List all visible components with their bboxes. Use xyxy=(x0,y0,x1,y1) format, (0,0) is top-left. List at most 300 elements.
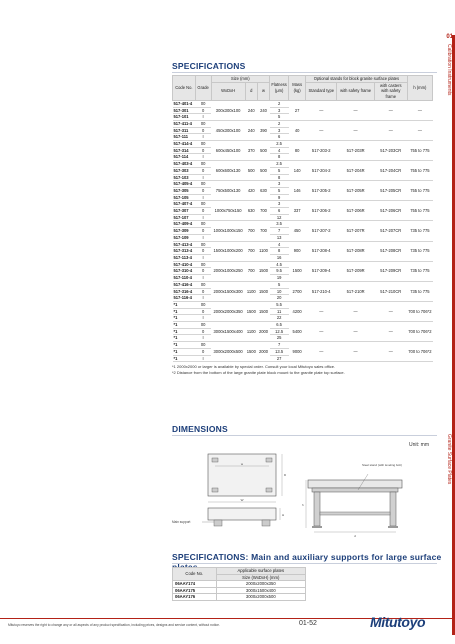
table-row xyxy=(173,322,433,329)
grade-cell: 00 xyxy=(195,261,211,268)
code-cell: 517-410-4 xyxy=(173,261,196,268)
standard-stand-cell: 517-208-4 xyxy=(306,241,337,261)
side-page-tab: 01 xyxy=(446,34,453,40)
stand-frame-top xyxy=(312,488,398,492)
table-row xyxy=(173,261,433,268)
table-row xyxy=(173,587,306,594)
main-support-label: Main support xyxy=(172,520,191,524)
flatness-cell: 12.5 xyxy=(270,328,289,335)
flatness-cell: 4 xyxy=(270,241,289,248)
casters-stand-cell: — xyxy=(374,322,407,342)
code-cell: 517-405-4 xyxy=(173,181,196,188)
grade-cell: 00 xyxy=(195,201,211,208)
plate-on-stand xyxy=(308,480,402,488)
flatness-cell: 25 xyxy=(270,335,289,342)
stand-leg xyxy=(390,492,396,526)
grade-cell: I xyxy=(195,154,211,161)
grade-cell: I xyxy=(195,114,211,121)
grade-cell: 00 xyxy=(195,120,211,127)
grade-cell: 0 xyxy=(195,187,211,194)
code-cell: 517-116-4 xyxy=(173,295,196,302)
safety-stand-cell: — xyxy=(337,342,374,362)
h-cell: 755 to 775 xyxy=(407,201,432,221)
sup-col-code: Code No. xyxy=(173,568,217,581)
mass-cell: 450 xyxy=(289,221,306,241)
grade-cell: 0 xyxy=(195,248,211,255)
code-cell: 517-313-4 xyxy=(173,248,196,255)
page-number: 01-52 xyxy=(299,620,317,627)
col-size: Size (mm) xyxy=(211,76,270,83)
grade-cell: I xyxy=(195,355,211,362)
code-cell: *1 xyxy=(173,328,196,335)
code-cell: 517-311 xyxy=(173,127,196,134)
code-cell: *1 xyxy=(173,308,196,315)
plate-side-view xyxy=(208,508,276,520)
size-cell: 450x300x100 xyxy=(211,120,245,140)
d-cell: 700 xyxy=(245,241,257,261)
flatness-cell: 3 xyxy=(270,181,289,188)
flatness-cell: 19 xyxy=(270,275,289,282)
grade-cell: 0 xyxy=(195,167,211,174)
safety-stand-cell: 517-203R xyxy=(337,141,374,161)
w-cell: 1500 xyxy=(257,261,269,281)
w-cell: 630 xyxy=(257,181,269,201)
flatness-cell: 8 xyxy=(270,248,289,255)
standard-stand-cell: 517-209-4 xyxy=(306,261,337,281)
flatness-cell: 8 xyxy=(270,174,289,181)
mass-cell: 9000 xyxy=(289,342,306,362)
col-h: h (mm) xyxy=(407,76,432,101)
flatness-cell: 2.5 xyxy=(270,161,289,168)
grade-cell: I xyxy=(195,275,211,282)
col-mass: Mass (kg) xyxy=(289,76,306,101)
supports-table xyxy=(172,567,306,601)
mass-cell: 1500 xyxy=(289,261,306,281)
side-label-calibration: Calibration Instruments xyxy=(446,44,452,96)
grade-cell: 0 xyxy=(195,208,211,215)
code-cell: 517-309 xyxy=(173,228,196,235)
grade-cell: 00 xyxy=(195,301,211,308)
flatness-cell: 3 xyxy=(270,201,289,208)
flatness-cell: 2 xyxy=(270,100,289,107)
w-cell: 1100 xyxy=(257,241,269,261)
casters-stand-cell: 517-204CR xyxy=(374,161,407,181)
flatness-cell: 5 xyxy=(270,281,289,288)
code-cell: 517-107 xyxy=(173,214,196,221)
code-cell: *1 xyxy=(173,335,196,342)
sup-code: 06AAY174 xyxy=(173,581,217,588)
size-cell: 600x600x130 xyxy=(211,161,245,181)
flatness-cell: 16 xyxy=(270,254,289,261)
flatness-cell: 4 xyxy=(270,147,289,154)
casters-stand-cell: — xyxy=(374,100,407,120)
code-cell: 517-110-4 xyxy=(173,275,196,282)
code-cell: 517-113-4 xyxy=(173,254,196,261)
flatness-cell: 10 xyxy=(270,288,289,295)
grade-cell: 00 xyxy=(195,161,211,168)
grade-cell: 00 xyxy=(195,281,211,288)
casters-stand-cell: 517-207CR xyxy=(374,221,407,241)
table-row xyxy=(173,120,433,127)
safety-stand-cell: — xyxy=(337,322,374,342)
section-divider xyxy=(172,435,437,436)
standard-stand-cell: 517-204-2 xyxy=(306,161,337,181)
table-row xyxy=(173,342,433,349)
code-cell: *1 xyxy=(173,355,196,362)
note-2: *2 Distance from the bottom of the large granite plate block mount to the granite plate top surface. xyxy=(172,369,345,375)
size-cell: 300x300x100 xyxy=(211,100,245,120)
support-pad xyxy=(212,488,218,492)
casters-stand-cell: — xyxy=(374,301,407,321)
mass-cell: 27 xyxy=(289,100,306,120)
flatness-cell: 2.5 xyxy=(270,141,289,148)
grade-cell: 0 xyxy=(195,228,211,235)
grade-cell: I xyxy=(195,214,211,221)
size-cell: 2000x2000x350 xyxy=(211,301,245,321)
size-cell: 1000x1000x150 xyxy=(211,221,245,241)
code-cell: 517-101 xyxy=(173,114,196,121)
grade-cell: 0 xyxy=(195,328,211,335)
standard-stand-cell: — xyxy=(306,301,337,321)
code-cell: 517-305 xyxy=(173,187,196,194)
col-casters: with casters with safety frame xyxy=(374,82,407,100)
safety-stand-cell: 517-206R xyxy=(337,201,374,221)
d-cell: 370 xyxy=(245,141,257,161)
safety-stand-cell: 517-205R xyxy=(337,181,374,201)
flatness-cell: 5 xyxy=(270,187,289,194)
casters-stand-cell: 517-203CR xyxy=(374,141,407,161)
flatness-cell: 3.5 xyxy=(270,221,289,228)
standard-stand-cell: 517-205-2 xyxy=(306,181,337,201)
table-row xyxy=(173,594,306,601)
size-cell: 2000x1000x250 xyxy=(211,261,245,281)
safety-stand-cell: — xyxy=(337,120,374,140)
flatness-cell: 5.5 xyxy=(270,301,289,308)
flatness-cell: 3 xyxy=(270,127,289,134)
col-standard: Standard type xyxy=(306,82,337,100)
w-cell: 2000 xyxy=(257,342,269,362)
leveling-bolt xyxy=(312,526,322,528)
h-cell: 700 to 706*2 xyxy=(407,301,432,321)
d-cell: 1500 xyxy=(245,301,257,321)
col-stands: Optional stands for block granite surface plates xyxy=(306,76,408,83)
flatness-cell: 20 xyxy=(270,295,289,302)
table-row xyxy=(173,301,433,308)
code-cell: *1 xyxy=(173,322,196,329)
grade-cell: 0 xyxy=(195,147,211,154)
standard-stand-cell: — xyxy=(306,100,337,120)
footer-disclaimer: Mitutoyo reserves the right to change any or all aspects of any product specification, including prices, designs and service content, without notice. xyxy=(8,623,220,627)
flatness-cell: 7 xyxy=(270,342,289,349)
dim-label-h: h xyxy=(302,503,304,507)
safety-stand-cell: — xyxy=(337,301,374,321)
code-cell: 517-303 xyxy=(173,167,196,174)
d-cell: 1100 xyxy=(245,281,257,301)
d-cell: 700 xyxy=(245,221,257,241)
w-cell: 500 xyxy=(257,141,269,161)
code-cell: 517-307 xyxy=(173,208,196,215)
w-cell: 500 xyxy=(257,161,269,181)
d-cell: 240 xyxy=(245,120,257,140)
flatness-cell: 12 xyxy=(270,214,289,221)
h-cell: 700 to 706*2 xyxy=(407,322,432,342)
code-cell: 517-416-4 xyxy=(173,281,196,288)
h-cell: 735 to 775 xyxy=(407,221,432,241)
d-cell: 240 xyxy=(245,100,257,120)
size-cell: 600x450x100 xyxy=(211,141,245,161)
h-cell: 755 to 775 xyxy=(407,141,432,161)
w-cell: 1500 xyxy=(257,301,269,321)
section-divider xyxy=(172,563,437,564)
mass-cell: 4200 xyxy=(289,301,306,321)
w-cell: 700 xyxy=(257,221,269,241)
grade-cell: 00 xyxy=(195,181,211,188)
standard-stand-cell: — xyxy=(306,322,337,342)
unit-label: Unit: mm xyxy=(409,442,429,448)
flatness-cell: 22 xyxy=(270,315,289,322)
d-cell: 1100 xyxy=(245,322,257,342)
w-cell: 1500 xyxy=(257,281,269,301)
sup-col-applicable: Applicable surface plates xyxy=(216,568,305,575)
d-cell: 500 xyxy=(245,161,257,181)
mass-cell: 5400 xyxy=(289,322,306,342)
main-support-shape xyxy=(214,520,222,526)
sup-size: 3000x1500x400 xyxy=(216,587,305,594)
code-cell: 517-310-4 xyxy=(173,268,196,275)
grade-cell: 00 xyxy=(195,221,211,228)
flatness-cell: 5 xyxy=(270,167,289,174)
sup-code: 06AAY176 xyxy=(173,594,217,601)
standard-stand-cell: 517-207-2 xyxy=(306,221,337,241)
table-row xyxy=(173,181,433,188)
grade-cell: 00 xyxy=(195,322,211,329)
size-cell: 3000x2000x500 xyxy=(211,342,245,362)
mass-cell: 146 xyxy=(289,181,306,201)
size-cell: 2000x1500x300 xyxy=(211,281,245,301)
w-cell: 2000 xyxy=(257,322,269,342)
dimensions-title: DIMENSIONS xyxy=(172,424,228,434)
grade-cell: 0 xyxy=(195,288,211,295)
stand-leg xyxy=(314,492,320,526)
h-cell: 735 to 775 xyxy=(407,241,432,261)
flatness-cell: 6.5 xyxy=(270,322,289,329)
grade-cell: I xyxy=(195,174,211,181)
dim-label-w-small: w xyxy=(240,462,244,466)
casters-stand-cell: 517-210CR xyxy=(374,281,407,301)
code-cell: 517-409-4 xyxy=(173,221,196,228)
flatness-cell: 8 xyxy=(270,154,289,161)
mass-cell: 2700 xyxy=(289,281,306,301)
casters-stand-cell: 517-209CR xyxy=(374,261,407,281)
sup-code: 06AAY175 xyxy=(173,587,217,594)
casters-stand-cell: 517-208CR xyxy=(374,241,407,261)
mass-cell: 337 xyxy=(289,201,306,221)
flatness-cell: 3 xyxy=(270,107,289,114)
w-cell: 240 xyxy=(257,100,269,120)
col-size-wdh: WxDxH xyxy=(211,82,245,100)
aux-support-shape xyxy=(262,520,270,526)
grade-cell: I xyxy=(195,335,211,342)
standard-stand-cell: — xyxy=(306,120,337,140)
flatness-cell: 9 xyxy=(270,194,289,201)
dim-label-D: D xyxy=(284,473,287,477)
grade-cell: 00 xyxy=(195,141,211,148)
h-cell: 735 to 775 xyxy=(407,261,432,281)
code-cell: 517-316-4 xyxy=(173,288,196,295)
sup-col-size: Size (WxDxH) (mm) xyxy=(216,574,305,581)
grade-cell: 00 xyxy=(195,241,211,248)
grade-cell: I xyxy=(195,234,211,241)
specifications-table xyxy=(172,75,433,362)
flatness-cell: 13.5 xyxy=(270,348,289,355)
flatness-cell: 6 xyxy=(270,208,289,215)
code-cell: 517-401-4 xyxy=(173,100,196,107)
safety-stand-cell: 517-210R xyxy=(337,281,374,301)
flatness-cell: 4.5 xyxy=(270,261,289,268)
h-cell: — xyxy=(407,100,432,120)
standard-stand-cell: 517-210-4 xyxy=(306,281,337,301)
safety-stand-cell: 517-208R xyxy=(337,241,374,261)
table-row xyxy=(173,141,433,148)
code-cell: 517-103 xyxy=(173,174,196,181)
size-cell: 3000x1500x400 xyxy=(211,322,245,342)
flatness-cell: 5 xyxy=(270,114,289,121)
h-cell: 755 to 775 xyxy=(407,161,432,181)
h-cell: 755 to 775 xyxy=(407,181,432,201)
size-cell: 750x500x130 xyxy=(211,181,245,201)
code-cell: *1 xyxy=(173,342,196,349)
flatness-cell: 27 xyxy=(270,355,289,362)
d-cell: 420 xyxy=(245,181,257,201)
grade-cell: 0 xyxy=(195,268,211,275)
casters-stand-cell: — xyxy=(374,120,407,140)
support-pad xyxy=(266,458,272,462)
casters-stand-cell: — xyxy=(374,342,407,362)
flatness-cell: 9.5 xyxy=(270,268,289,275)
section-divider xyxy=(172,72,437,73)
side-label-granite: Granite Surface Plates xyxy=(446,434,452,485)
flatness-cell: 13 xyxy=(270,234,289,241)
h-cell: 700 to 706*2 xyxy=(407,342,432,362)
grade-cell: 0 xyxy=(195,308,211,315)
grade-cell: 0 xyxy=(195,127,211,134)
code-cell: 517-414-4 xyxy=(173,141,196,148)
table-row xyxy=(173,221,433,228)
grade-cell: 00 xyxy=(195,342,211,349)
table-row xyxy=(173,100,433,107)
code-cell: 517-403-4 xyxy=(173,161,196,168)
flatness-cell: 2 xyxy=(270,120,289,127)
supports-title: SPECIFICATIONS: Main and auxiliary supports for large surface xyxy=(172,552,442,562)
d-cell: 1500 xyxy=(245,342,257,362)
specifications-body xyxy=(173,100,433,361)
size-cell: 1500x1000x200 xyxy=(211,241,245,261)
safety-stand-cell: 517-207R xyxy=(337,221,374,241)
mass-cell: 80 xyxy=(289,141,306,161)
safety-stand-cell: 517-209R xyxy=(337,261,374,281)
brand-logo: Mitutoyo xyxy=(370,614,426,630)
notes xyxy=(172,364,345,375)
col-flatness: Flatness (μm) xyxy=(270,76,289,101)
dim-label-d: d xyxy=(354,534,356,538)
casters-stand-cell: 517-205CR xyxy=(374,181,407,201)
code-cell: 517-407-4 xyxy=(173,201,196,208)
grade-cell: I xyxy=(195,254,211,261)
table-row xyxy=(173,161,433,168)
sup-size: 3000x2000x500 xyxy=(216,594,305,601)
standard-stand-cell: — xyxy=(306,342,337,362)
col-code: Code No. xyxy=(173,76,196,101)
code-cell: *1 xyxy=(173,301,196,308)
table-row xyxy=(173,201,433,208)
h-cell: 735 to 775 xyxy=(407,281,432,301)
mass-cell: 140 xyxy=(289,161,306,181)
code-cell: 517-105 xyxy=(173,194,196,201)
col-d: d xyxy=(245,82,257,100)
flatness-cell: 11 xyxy=(270,308,289,315)
grade-cell: I xyxy=(195,315,211,322)
table-row xyxy=(173,281,433,288)
grade-cell: I xyxy=(195,295,211,302)
leveling-bolt xyxy=(388,526,398,528)
stand-brace xyxy=(320,512,390,515)
dim-label-W: W xyxy=(240,498,244,502)
d-cell: 630 xyxy=(245,201,257,221)
safety-stand-cell: — xyxy=(337,100,374,120)
safety-stand-cell: 517-204R xyxy=(337,161,374,181)
casters-stand-cell: 517-206CR xyxy=(374,201,407,221)
code-cell: 517-111 xyxy=(173,134,196,141)
mass-cell: 40 xyxy=(289,120,306,140)
grade-cell: 00 xyxy=(195,100,211,107)
standard-stand-cell: 517-203-2 xyxy=(306,141,337,161)
code-cell: *1 xyxy=(173,348,196,355)
code-cell: 517-411-4 xyxy=(173,120,196,127)
support-pad xyxy=(266,488,272,492)
support-pad xyxy=(212,458,218,462)
dim-label-H: H xyxy=(282,513,285,517)
w-cell: 390 xyxy=(257,120,269,140)
size-cell: 1000x750x150 xyxy=(211,201,245,221)
table-row xyxy=(173,241,433,248)
flatness-cell: 6 xyxy=(270,134,289,141)
steel-stand-label: Steel stand (with leveling bolt) xyxy=(362,463,402,467)
col-safety: with safety frame xyxy=(337,82,374,100)
grade-cell: 0 xyxy=(195,107,211,114)
code-cell: 517-413-4 xyxy=(173,241,196,248)
dimension-diagram xyxy=(172,442,434,542)
code-cell: 517-301 xyxy=(173,107,196,114)
sup-size: 2000x2000x350 xyxy=(216,581,305,588)
h-cell: — xyxy=(407,120,432,140)
note-1: *1 2000x2000 or larger is available by special order. Consult your local Mitutoyo sales office. xyxy=(172,364,336,369)
standard-stand-cell: 517-206-2 xyxy=(306,201,337,221)
grade-cell: 0 xyxy=(195,348,211,355)
grade-cell: I xyxy=(195,194,211,201)
code-cell: 517-109 xyxy=(173,234,196,241)
mass-cell: 900 xyxy=(289,241,306,261)
table-row xyxy=(173,581,306,588)
specifications-title: SPECIFICATIONS xyxy=(172,61,246,71)
code-cell: 517-114 xyxy=(173,154,196,161)
grade-cell: I xyxy=(195,134,211,141)
col-w: w xyxy=(257,82,269,100)
code-cell: *1 xyxy=(173,315,196,322)
d-cell: 700 xyxy=(245,261,257,281)
code-cell: 517-314 xyxy=(173,147,196,154)
flatness-cell: 7 xyxy=(270,228,289,235)
w-cell: 700 xyxy=(257,201,269,221)
